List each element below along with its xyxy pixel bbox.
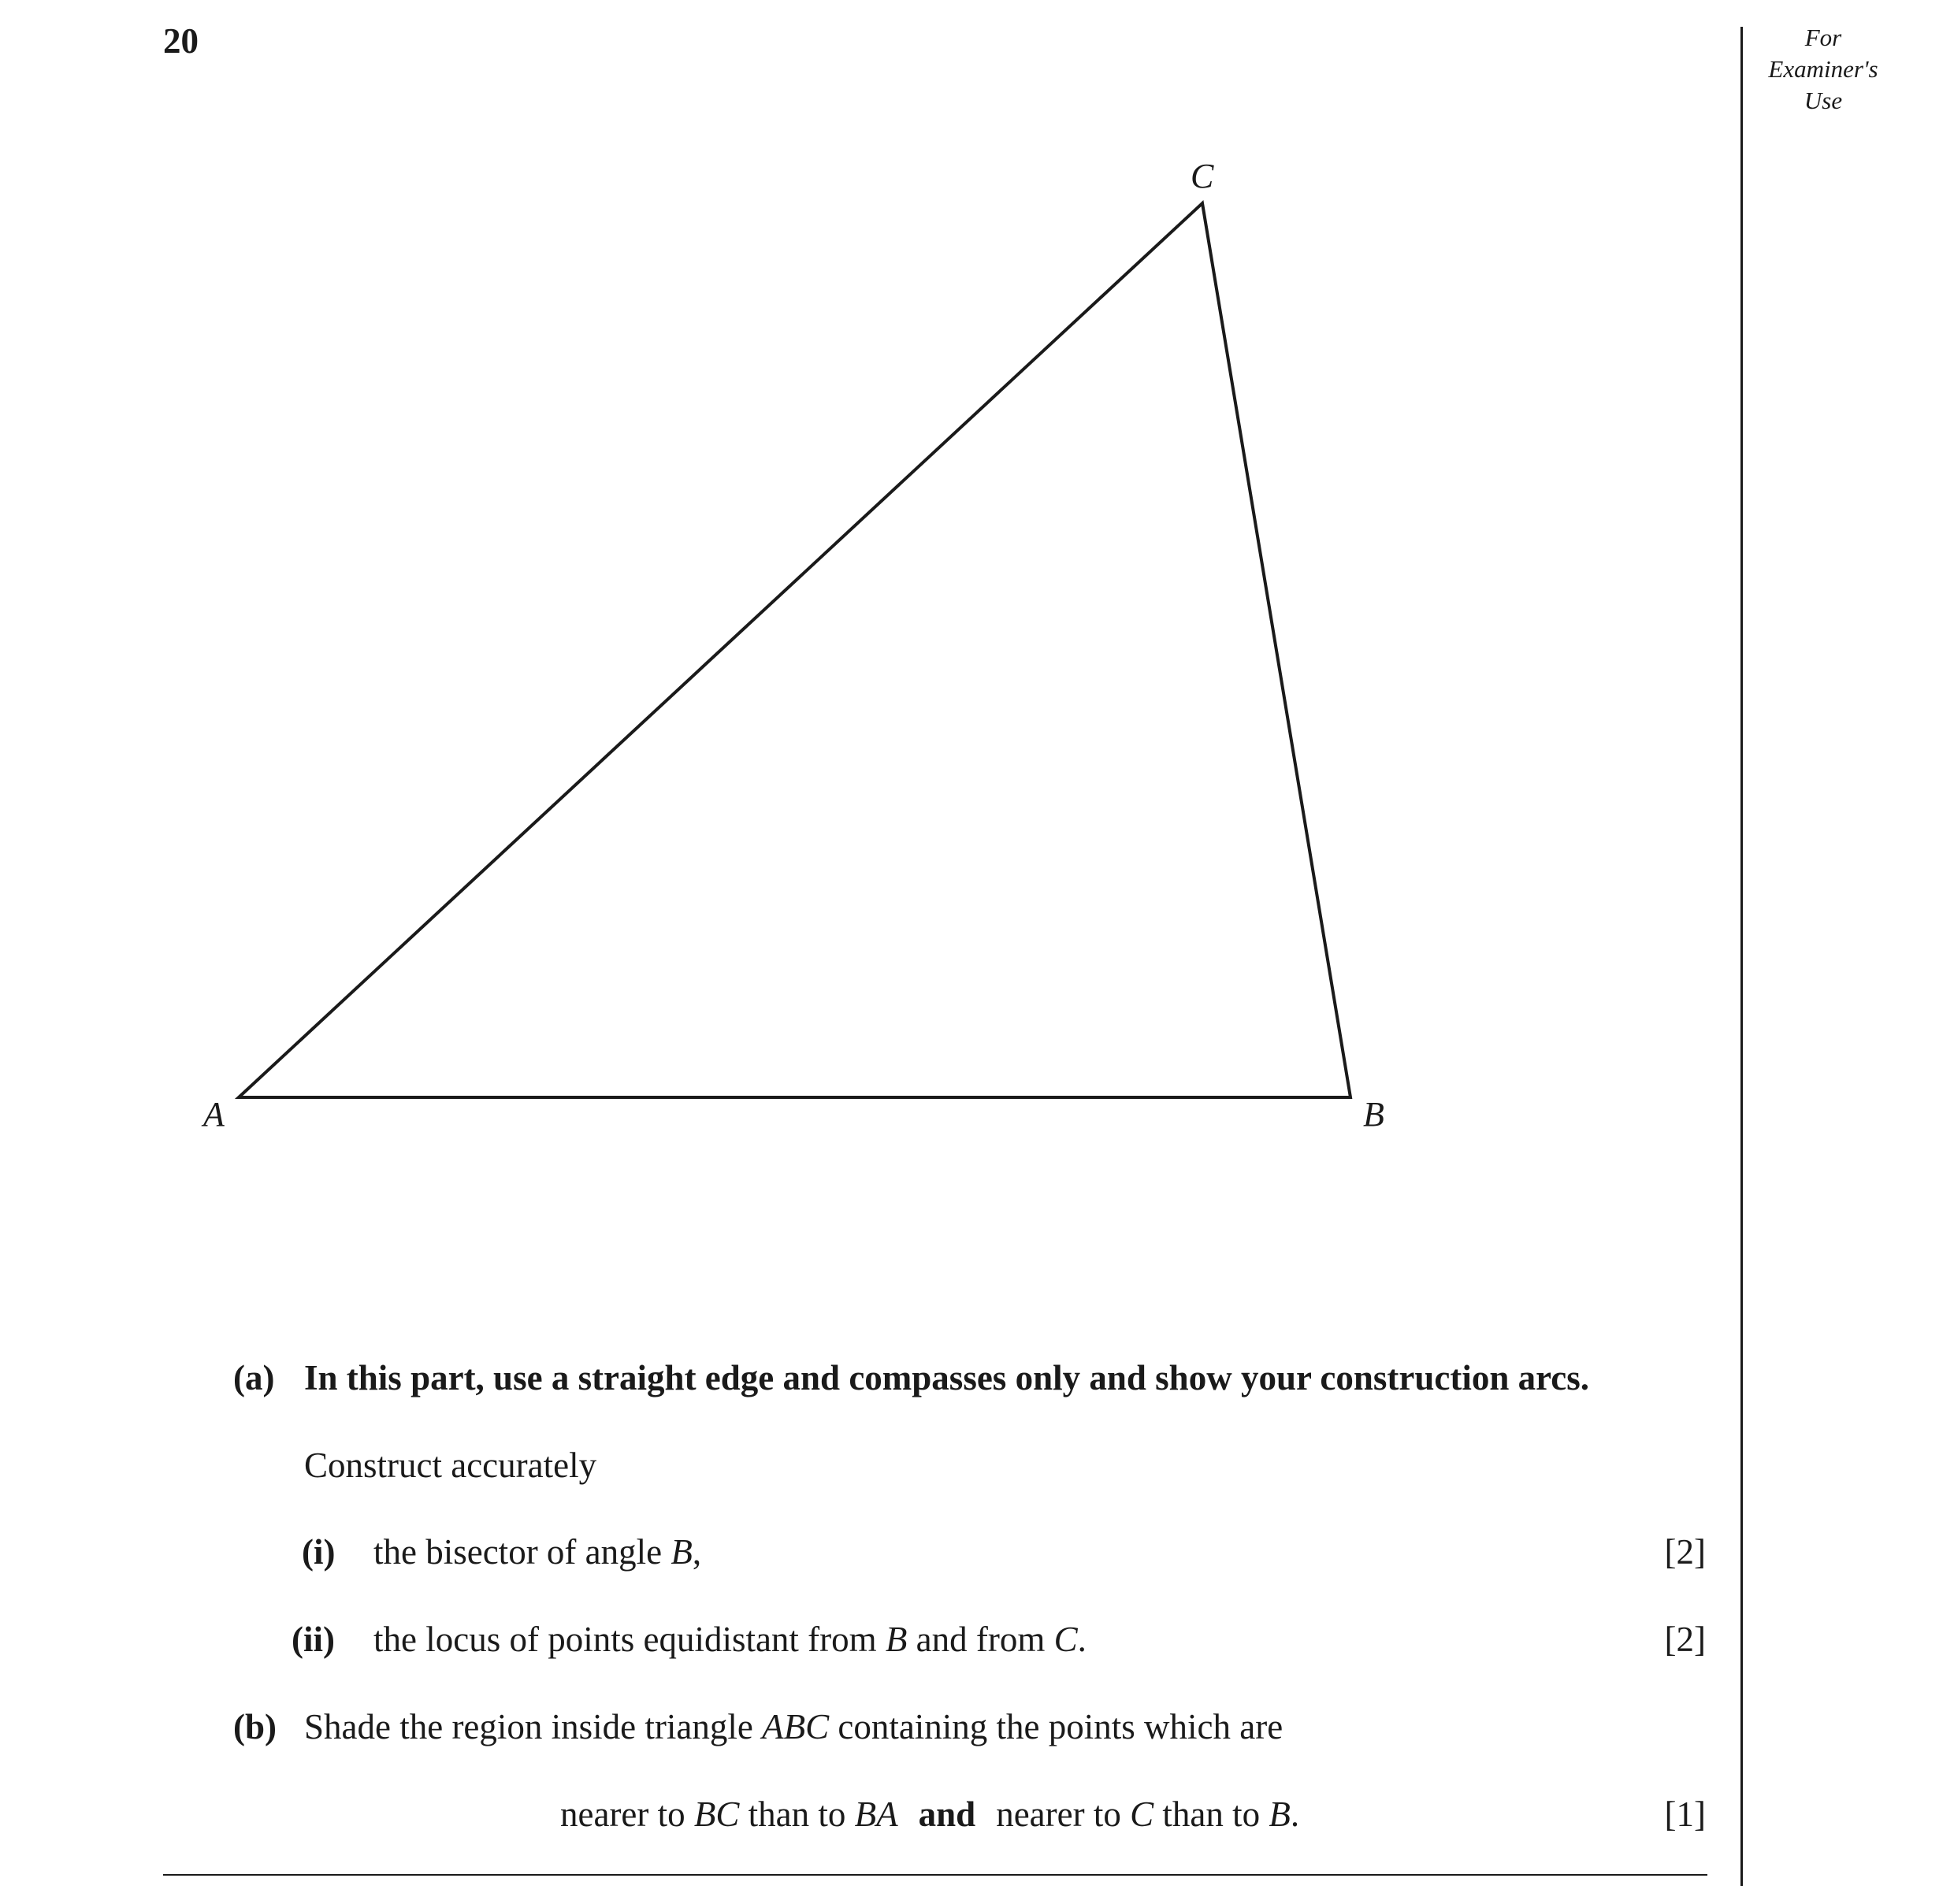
page-number: 20 bbox=[163, 21, 199, 61]
vertex-label-a: A bbox=[203, 1095, 225, 1134]
part-a-i-marks: [2] bbox=[1664, 1532, 1706, 1572]
text-run: than to bbox=[1153, 1795, 1269, 1834]
text-run: . bbox=[1290, 1795, 1300, 1834]
part-a-i-text bbox=[373, 1532, 702, 1572]
math-variable: B bbox=[885, 1620, 908, 1659]
part-b-line-2 bbox=[560, 1797, 1299, 1832]
examiner-use-line-3: Use bbox=[1804, 87, 1843, 114]
text-run: than to bbox=[739, 1795, 855, 1834]
text-run: containing the points which are bbox=[829, 1707, 1283, 1746]
math-variable: B bbox=[1269, 1795, 1291, 1834]
text-run: . bbox=[1077, 1620, 1087, 1659]
triangle-abc bbox=[239, 203, 1350, 1097]
math-variable: C bbox=[1130, 1795, 1154, 1834]
text-run: and from bbox=[907, 1620, 1054, 1659]
part-a-ii-marks: [2] bbox=[1664, 1620, 1706, 1659]
part-b-label: (b) bbox=[233, 1707, 277, 1746]
part-a-ii-label: (ii) bbox=[292, 1620, 335, 1659]
math-variable: C bbox=[1053, 1620, 1078, 1659]
examiner-use-line-1: For bbox=[1804, 24, 1842, 51]
math-variable: ABC bbox=[762, 1707, 830, 1746]
bottom-rule bbox=[163, 1874, 1707, 1876]
vertex-label-c: C bbox=[1191, 157, 1214, 195]
text-run: , bbox=[692, 1532, 702, 1572]
text-run: nearer to bbox=[996, 1795, 1131, 1834]
text-run: Shade the region inside triangle bbox=[304, 1707, 763, 1746]
part-b-marks: [1] bbox=[1664, 1795, 1706, 1834]
text-run: the locus of points equidistant from bbox=[373, 1620, 886, 1659]
text-run: the bisector of angle bbox=[373, 1532, 671, 1572]
part-a-i-label: (i) bbox=[302, 1532, 336, 1572]
part-a-instruction: In this part, use a straight edge and compasses only and show your construction arcs. bbox=[304, 1358, 1590, 1397]
part-a-label: (a) bbox=[233, 1358, 275, 1397]
part-b-line-1 bbox=[304, 1709, 1283, 1745]
vertex-label-b: B bbox=[1363, 1095, 1384, 1134]
math-variable: BA bbox=[854, 1795, 898, 1834]
part-a-intro: Construct accurately bbox=[304, 1446, 597, 1485]
examiner-use-line-2: Examiner's bbox=[1768, 55, 1878, 83]
math-variable: BC bbox=[693, 1795, 740, 1834]
and-keyword: and bbox=[918, 1795, 976, 1834]
text-run: nearer to bbox=[560, 1795, 694, 1834]
math-variable: B bbox=[671, 1532, 693, 1572]
part-a-ii-text bbox=[373, 1622, 1087, 1657]
